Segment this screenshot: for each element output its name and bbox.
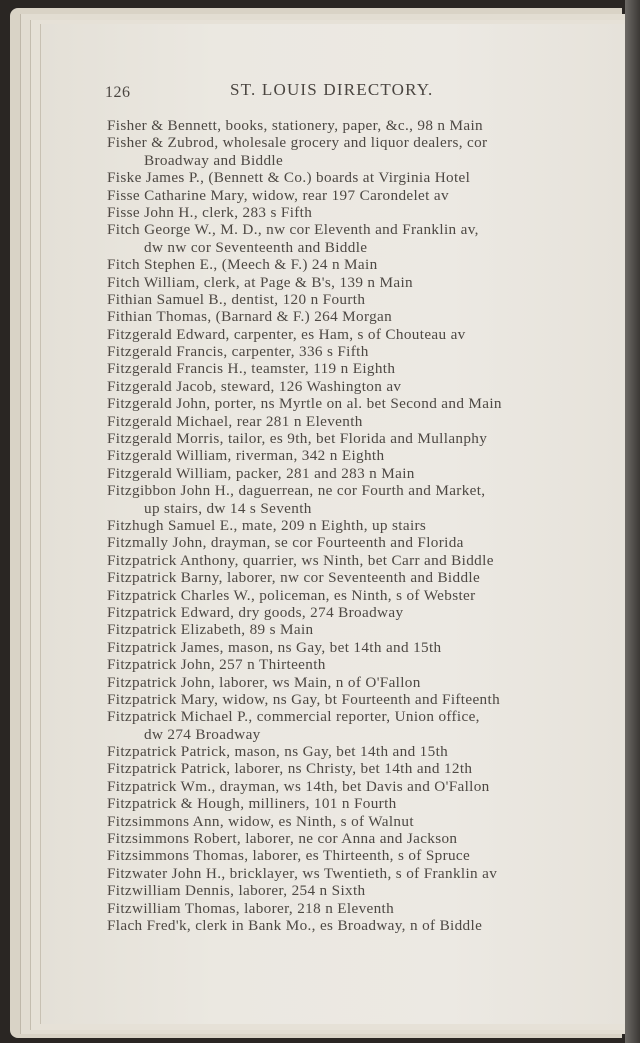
directory-entry: Fitzpatrick Patrick, mason, ns Gay, bet 14th and 15th: [107, 743, 449, 761]
directory-entry: Fitzpatrick John, laborer, ws Main, n of O'Fallon: [107, 673, 421, 691]
directory-entry: Fiske James P., (Bennett & Co.) boards at Virginia Hotel: [107, 169, 471, 187]
directory-entry: Fitzgibbon John H., daguerrean, ne cor Fourth and Market,: [107, 482, 486, 500]
directory-entry: Fitzgerald Michael, rear 281 n Eleventh: [107, 412, 363, 430]
entry-continuation: Broadway and Biddle: [144, 151, 284, 169]
directory-entry: Fitzwilliam Dennis, laborer, 254 n Sixth: [107, 882, 366, 900]
directory-entry: Fitzgerald Francis H., teamster, 119 n Eighth: [107, 360, 396, 378]
directory-entry: Fitzgerald John, porter, ns Myrtle on al. bet Second and Main: [107, 395, 502, 413]
directory-entry: Fitzsimmons Ann, widow, es Ninth, s of Walnut: [107, 812, 414, 830]
entry-continuation: dw nw cor Seventeenth and Biddle: [144, 238, 368, 256]
directory-entry: Fitzpatrick Barny, laborer, nw cor Seventeenth and Biddle: [107, 569, 481, 587]
directory-entries: [107, 117, 587, 934]
directory-entry: Fithian Thomas, (Barnard & F.) 264 Morgan: [107, 308, 393, 326]
book-spine-edge: [625, 0, 640, 1043]
directory-entry: Fitzgerald Edward, carpenter, es Ham, s of Chouteau av: [107, 325, 466, 343]
directory-entry: Fitzpatrick Edward, dry goods, 274 Broadway: [107, 603, 404, 621]
directory-entry: Fitzpatrick John, 257 n Thirteenth: [107, 656, 326, 674]
directory-entry: Fitzpatrick James, mason, ns Gay, bet 14th and 15th: [107, 638, 442, 656]
page-header: [0, 80, 640, 104]
directory-entry: Fisher & Zubrod, wholesale grocery and liquor dealers, cor: [107, 134, 488, 152]
directory-entry: Fitzgerald William, riverman, 342 n Eighth: [107, 447, 385, 465]
page-number: 126: [105, 84, 131, 101]
directory-entry: Fitzgerald William, packer, 281 and 283 n Main: [107, 464, 415, 482]
directory-entry: Fitzwilliam Thomas, laborer, 218 n Eleventh: [107, 899, 395, 917]
directory-entry: Fitzpatrick & Hough, milliners, 101 n Fourth: [107, 795, 397, 813]
directory-entry: Fitzpatrick Mary, widow, ns Gay, bt Fourteenth and Fifteenth: [107, 690, 501, 708]
directory-entry: Fisse Catharine Mary, widow, rear 197 Carondelet av: [107, 186, 449, 204]
directory-entry: Fitzgerald Morris, tailor, es 9th, bet Florida and Mullanphy: [107, 430, 488, 448]
directory-entry: Fitzsimmons Robert, laborer, ne cor Anna and Jackson: [107, 830, 458, 848]
directory-entry: Fitzpatrick Wm., drayman, ws 14th, bet Davis and O'Fallon: [107, 777, 490, 795]
directory-entry: Fitch William, clerk, at Page & B's, 139 n Main: [107, 273, 413, 291]
directory-entry: Fisher & Bennett, books, stationery, paper, &c., 98 n Main: [107, 117, 483, 134]
entry-continuation: dw 274 Broadway: [144, 725, 261, 743]
page-title: ST. LOUIS DIRECTORY.: [230, 80, 434, 99]
directory-entry: Fitzpatrick Elizabeth, 89 s Main: [107, 621, 314, 639]
directory-entry: Fitzpatrick Patrick, laborer, ns Christy, bet 14th and 12th: [107, 760, 473, 778]
directory-entry: Fitzpatrick Charles W., policeman, es Ninth, s of Webster: [107, 586, 476, 604]
directory-entry: Fitzsimmons Thomas, laborer, es Thirteenth, s of Spruce: [107, 847, 471, 865]
directory-entry: Fitzpatrick Michael P., commercial reporter, Union office,: [107, 708, 480, 726]
directory-entry: Fitzpatrick Anthony, quarrier, ws Ninth, bet Carr and Biddle: [107, 551, 494, 569]
directory-entry: Fitzwater John H., bricklayer, ws Twentieth, s of Franklin av: [107, 864, 498, 882]
directory-entry: Fisse John H., clerk, 283 s Fifth: [107, 203, 313, 221]
entry-continuation: up stairs, dw 14 s Seventh: [144, 499, 312, 517]
directory-entry: Fitzgerald Francis, carpenter, 336 s Fifth: [107, 343, 369, 361]
directory-entry: Fitch Stephen E., (Meech & F.) 24 n Main: [107, 256, 378, 274]
directory-entry: Fitzgerald Jacob, steward, 126 Washington av: [107, 377, 402, 395]
directory-entry: Fitzmally John, drayman, se cor Fourteenth and Florida: [107, 534, 464, 552]
directory-entry: Fitzhugh Samuel E., mate, 209 n Eighth, up stairs: [107, 516, 427, 534]
directory-entry: Flach Fred'k, clerk in Bank Mo., es Broadway, n of Biddle: [107, 916, 483, 934]
directory-entry: Fithian Samuel B., dentist, 120 n Fourth: [107, 290, 366, 308]
directory-entry: Fitch George W., M. D., nw cor Eleventh and Franklin av,: [107, 221, 479, 239]
